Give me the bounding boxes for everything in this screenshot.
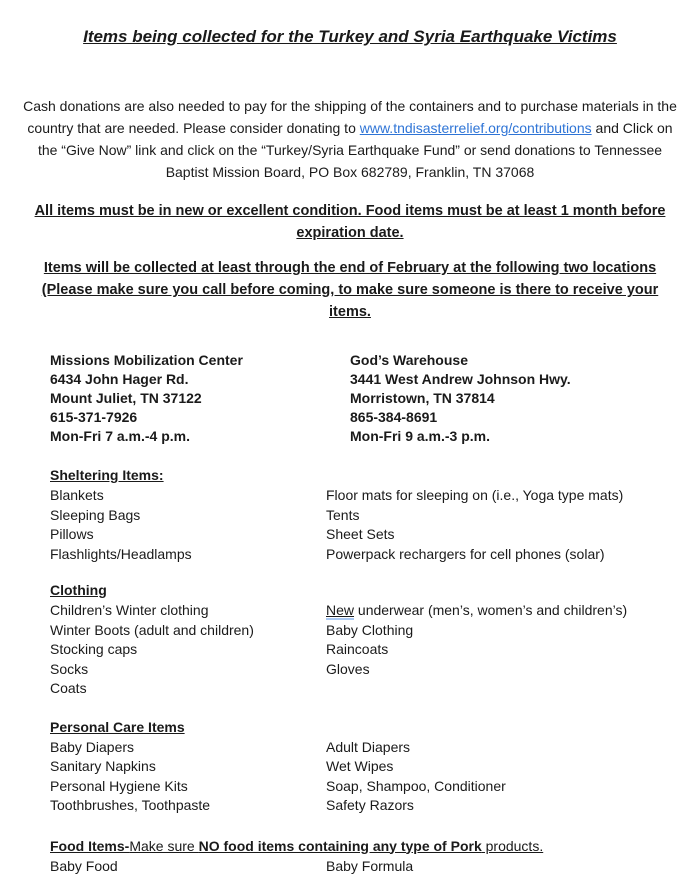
list-item: Winter Boots (adult and children) [50,621,254,638]
heading-regular-part: Make sure [129,837,199,854]
list-item: Baby Food [50,857,118,874]
list-item: Sleeping Bags [50,506,141,523]
locations-block [50,351,700,446]
list-item: Pillows [50,526,94,542]
list-item: Powerpack rechargers for cell phones (solar) [326,545,605,562]
list-item: Gloves [326,660,370,677]
list-item: Adult Diapers [326,738,411,755]
section-right-column [326,601,700,679]
list-item: Soap, Shampoo, Conditioner [326,777,506,794]
intro-text-after-link: and Click on the “Give Now” link and click on the “Turkey/Syria Earthquake Fund” or send donations to Tennessee Baptist Mission Board, PO Box 682789, Franklin, TN 37068 [37,120,673,180]
section-left-column [50,857,326,874]
list-item: Raincoats [326,641,389,657]
section-columns [50,738,700,816]
section-right-column [326,486,700,564]
list-item: Wet Wipes [326,758,394,774]
list-item: Toothbrushes, Toothpaste [50,797,211,813]
list-item: Baby Diapers [50,738,135,755]
collection-notice: Items will be collected at least through the end of February at the following two locations (Please make sure you call before coming, to make sure someone is there to receive your items. [41,260,659,320]
section-sheltering-items [50,465,700,564]
list-item: Sanitary Napkins [50,758,156,774]
list-item: Floor mats for sleeping on (i.e., Yoga type mats) [326,487,624,503]
list-item: Baby Formula [326,857,414,874]
section-personal-care-items [50,717,700,816]
list-item [326,601,700,621]
location-address-line1: 6434 John Hager Rd. [50,371,189,387]
location-address-line1: 3441 West Andrew Johnson Hwy. [350,371,571,387]
section-columns [50,601,700,699]
donation-link[interactable]: www.tndisasterrelief.org/contributions [359,120,592,136]
section-columns [50,857,700,874]
heading-bold-part: NO food items containing any type of Pork [198,837,482,854]
list-item: Coats [50,680,87,696]
underlined-word-new: New [326,602,355,618]
location-hours: Mon-Fri 7 a.m.-4 p.m. [50,428,191,444]
section-left-column [50,486,326,564]
section-columns [50,486,700,564]
page-title: Items being collected for the Turkey and Syria Earthquake Victims [83,27,617,46]
location-name: God’s Warehouse [350,352,468,368]
location-gods-warehouse [350,351,571,446]
section-right-column [326,857,700,874]
section-food-items [50,836,700,874]
list-item: Blankets [50,487,104,503]
list-item: Tents [326,506,360,523]
list-item: Flashlights/Headlamps [50,545,192,562]
list-item: Stocking caps [50,641,138,657]
location-address-line2: Morristown, TN 37814 [350,390,495,406]
list-item: Personal Hygiene Kits [50,777,188,794]
location-missions-mobilization-center [50,351,350,446]
list-item: Sheet Sets [326,526,395,542]
condition-notice: All items must be in new or excellent condition. Food items must be at least 1 month before expiration date. [34,203,666,241]
intro-text-before-link: Cash donations are also needed to pay for the shipping of the containers and to purchase materials in the country that are needed. Please consider donating to [23,98,677,136]
heading-bold-part: Food Items- [50,837,130,854]
list-item: Children’s Winter clothing [50,602,209,618]
heading-regular-part: products. [481,837,544,854]
section-heading: Personal Care Items [50,718,185,735]
section-heading: Sheltering Items: [50,467,164,483]
location-phone: 865-384-8691 [350,409,438,425]
section-clothing [50,580,700,699]
list-item-text: underwear (men’s, women’s and children’s) [354,602,628,618]
list-item: Safety Razors [326,797,414,813]
section-right-column [326,738,700,816]
section-left-column [50,738,326,816]
section-heading: Clothing [50,582,107,598]
list-item: Baby Clothing [326,621,414,638]
location-phone: 615-371-7926 [50,409,138,425]
location-hours: Mon-Fri 9 a.m.-3 p.m. [350,428,491,444]
food-items-heading [50,836,700,856]
section-left-column [50,601,326,699]
location-name: Missions Mobilization Center [50,352,243,368]
location-address-line2: Mount Juliet, TN 37122 [50,390,202,406]
intro-paragraph [20,95,680,183]
list-item: Socks [50,660,89,677]
